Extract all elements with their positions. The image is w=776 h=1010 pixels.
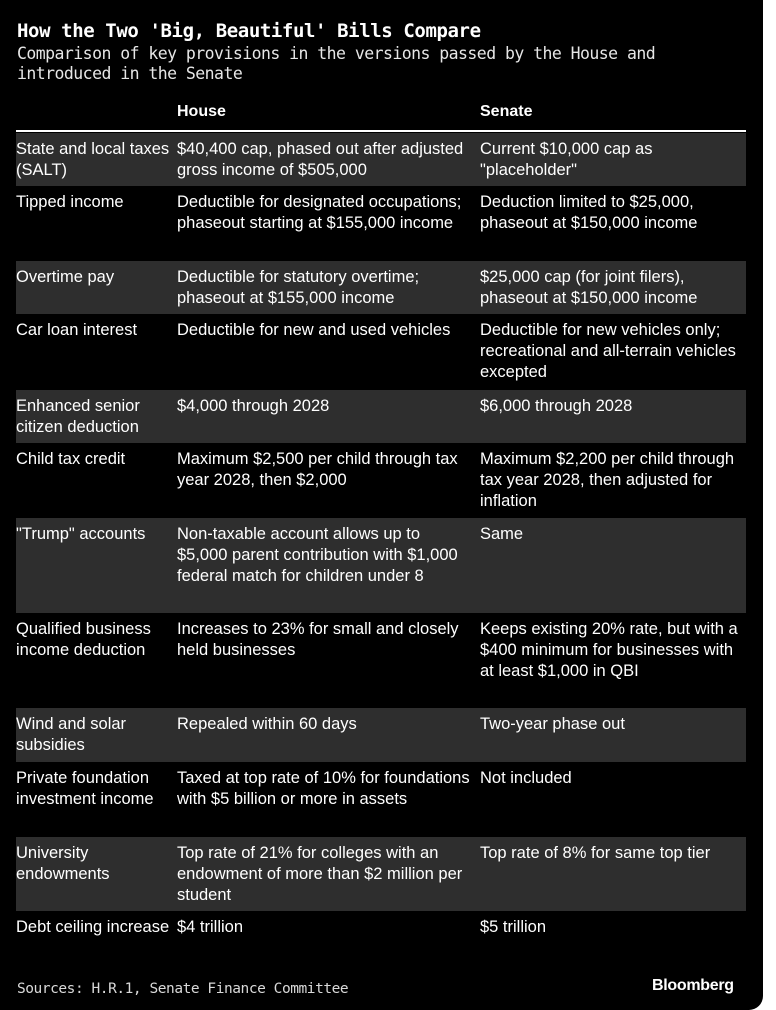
senate-cell: Keeps existing 20% rate, but with a $400 minimum for businesses with at least $1,000 in QBI: [480, 620, 738, 680]
senate-cell: Same: [480, 525, 524, 543]
house-cell: Deductible for statutory overtime; phaseout at $155,000 income: [177, 268, 420, 307]
senate-cell: Deduction limited to $25,000, phaseout at $150,000 income: [480, 193, 698, 232]
table-row-private-foundation: [16, 762, 746, 837]
provision-cell: Qualified business income deduction: [16, 620, 151, 659]
provision-cell: "Trump" accounts: [16, 525, 146, 543]
house-cell: $4 trillion: [177, 918, 244, 936]
provision-cell: Car loan interest: [16, 321, 138, 339]
table-row-overtime-pay: [16, 261, 746, 314]
chart-title: How the Two 'Big, Beautiful' Bills Compare: [17, 20, 481, 42]
senate-cell: $6,000 through 2028: [480, 397, 633, 415]
column-header-house: House: [177, 103, 226, 120]
chart-subtitle: Comparison of key provisions in the versions passed by the House and introduced in the Senate: [17, 44, 656, 83]
house-cell: $4,000 through 2028: [177, 397, 330, 415]
table-row-senior-deduction: [16, 390, 746, 443]
source-note: Sources: H.R.1, Senate Finance Committee: [17, 981, 349, 997]
header-rule: [16, 130, 746, 132]
provision-cell: University endowments: [16, 844, 110, 883]
house-cell: Taxed at top rate of 10% for foundations with $5 billion or more in assets: [177, 769, 470, 808]
senate-cell: Two-year phase out: [480, 715, 625, 733]
table-row-wind-solar: [16, 708, 746, 762]
table-row-university-endowments: [16, 837, 746, 911]
table-row-tipped-income: [16, 186, 746, 261]
table-row-car-loan-interest: [16, 314, 746, 390]
provision-cell: Debt ceiling increase: [16, 918, 170, 936]
provision-cell: Private foundation investment income: [16, 769, 154, 808]
provision-cell: Wind and solar subsidies: [16, 715, 127, 754]
provision-cell: Enhanced senior citizen deduction: [16, 397, 140, 436]
table-row-trump-accounts: [16, 518, 746, 613]
bloomberg-logo: Bloomberg: [652, 977, 734, 994]
senate-cell: Current $10,000 cap as "placeholder": [480, 140, 653, 179]
house-cell: Top rate of 21% for colleges with an endowment of more than $2 million per student: [177, 844, 463, 904]
senate-cell: $5 trillion: [480, 918, 547, 936]
house-cell: Deductible for designated occupations; phaseout starting at $155,000 income: [177, 193, 462, 232]
house-cell: Increases to 23% for small and closely held businesses: [177, 620, 459, 659]
table-row-qbi-deduction: [16, 613, 746, 708]
house-cell: Maximum $2,500 per child through tax year 2028, then $2,000: [177, 450, 458, 489]
house-cell: Repealed within 60 days: [177, 715, 357, 733]
house-cell: Non-taxable account allows up to $5,000 parent contribution with $1,000 federal match for children under 8: [177, 525, 458, 585]
senate-cell: Maximum $2,200 per child through tax year 2028, then adjusted for inflation: [480, 450, 735, 510]
house-cell: $40,400 cap, phased out after adjusted gross income of $505,000: [177, 140, 464, 179]
senate-cell: Top rate of 8% for same top tier: [480, 844, 711, 862]
provision-cell: Child tax credit: [16, 450, 126, 468]
table-row-debt-ceiling: [16, 911, 746, 963]
column-header-senate: Senate: [480, 103, 533, 120]
senate-cell: Deductible for new vehicles only; recreational and all-terrain vehicles excepted: [480, 321, 736, 381]
table-row-child-tax-credit: [16, 443, 746, 518]
senate-cell: $25,000 cap (for joint filers), phaseout at $150,000 income: [480, 268, 698, 307]
provision-cell: Overtime pay: [16, 268, 115, 286]
table-row-salt: [16, 133, 746, 186]
provision-cell: State and local taxes (SALT): [16, 140, 170, 179]
house-cell: Deductible for new and used vehicles: [177, 321, 451, 339]
senate-cell: Not included: [480, 769, 572, 787]
provision-cell: Tipped income: [16, 193, 124, 211]
